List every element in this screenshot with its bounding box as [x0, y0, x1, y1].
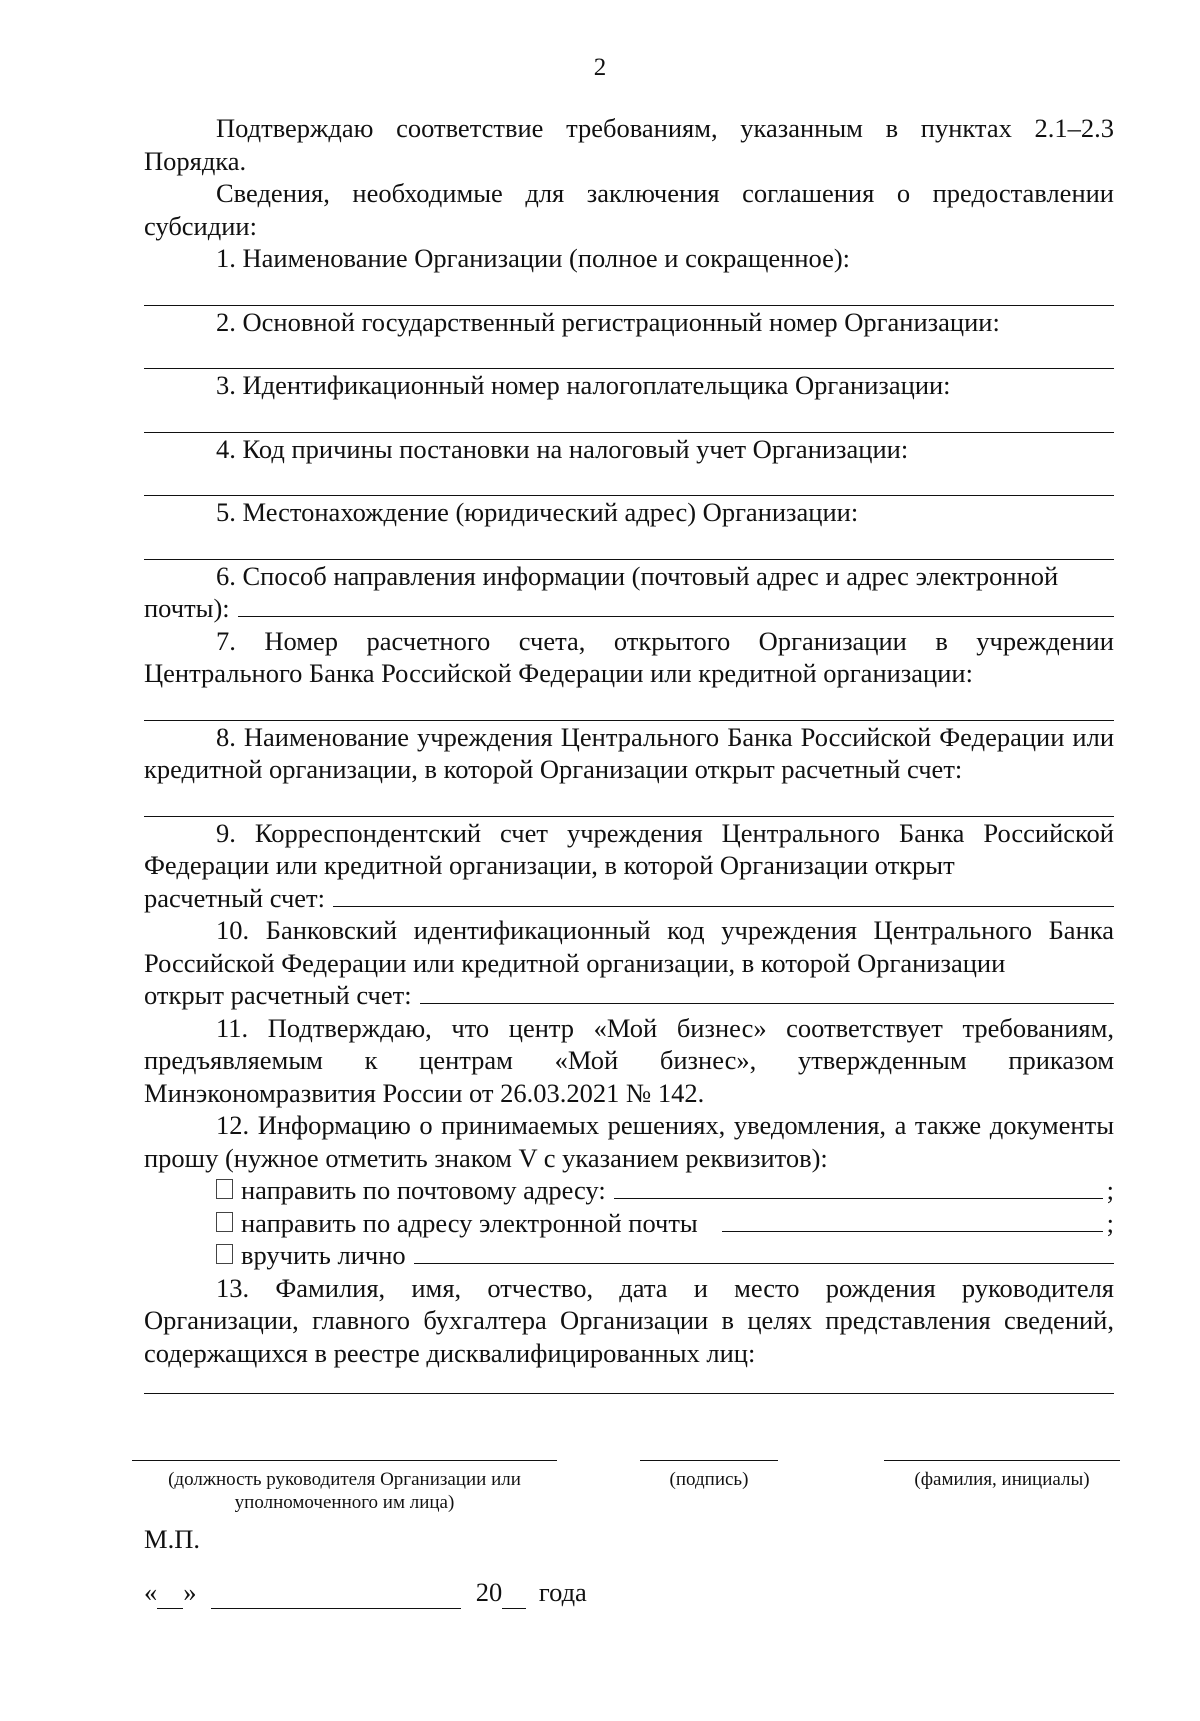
item-6-row	[144, 592, 1114, 625]
form-body	[144, 112, 1114, 1394]
item-11-text: 11. Подтверждаю, что центр «Мой бизнес» соответствует требованиям, предъявляемым к центрам «Мой бизнес», утвержденным приказом Минэкономразвития России от 26.03.2021 № 142.	[144, 1012, 1114, 1108]
position-caption: (должность руководителя Организации или уполномоченного им лица)	[168, 1469, 521, 1513]
option-email-label: направить по адресу электронной почты	[241, 1207, 698, 1238]
date-suffix: года	[538, 1577, 587, 1607]
option-hand-row	[144, 1239, 1114, 1272]
item-10-label: 10. Банковский идентификационный код учреждения Центрального Банка Российской Федерации или кредитной организации, в которой Организации	[144, 915, 1114, 978]
item-7-label: 7. Номер расчетного счета, открытого Организации в учреждении Центрального Банка Российской Федерации или кредитной организации:	[144, 625, 1114, 688]
option-postal-label: направить по почтовому адресу:	[241, 1175, 606, 1205]
item-10-field[interactable]	[420, 981, 1114, 1004]
item-10-row	[144, 979, 1114, 1012]
option-hand-label: вручить лично	[241, 1240, 406, 1270]
date-day-field[interactable]	[157, 1577, 183, 1609]
item-3-field[interactable]	[144, 402, 1114, 433]
email-address-field[interactable]	[722, 1209, 1103, 1232]
name-caption: (фамилия, инициалы)	[914, 1469, 1090, 1490]
page-number: 2	[593, 54, 607, 81]
date-line	[144, 1577, 587, 1609]
position-line[interactable]	[132, 1460, 557, 1461]
hand-delivery-field[interactable]	[414, 1241, 1114, 1264]
item-3-label: 3. Идентификационный номер налогоплательщика Организации:	[216, 370, 951, 400]
item-4-label: 4. Код причины постановки на налоговый учет Организации:	[216, 433, 909, 464]
item-5-label: 5. Местонахождение (юридический адрес) Организации:	[216, 497, 859, 527]
item-8-field[interactable]	[144, 786, 1114, 817]
date-quote-open: «	[144, 1577, 158, 1607]
item-7-field[interactable]	[144, 690, 1114, 721]
checkbox-postal[interactable]	[216, 1179, 233, 1199]
confirm-paragraph: Подтверждаю соответствие требованиям, указанным в пунктах 2.1–2.3 Порядка.	[144, 113, 1114, 176]
signature-line[interactable]	[640, 1460, 778, 1461]
postal-semicolon: ;	[1106, 1175, 1114, 1205]
item-6-label: 6. Способ направления информации (почтовый адрес и адрес электронной	[216, 560, 1059, 591]
date-year-field[interactable]	[502, 1577, 526, 1609]
date-quote-close: »	[183, 1577, 197, 1607]
option-postal-row	[144, 1174, 1114, 1207]
date-month-field[interactable]	[211, 1577, 461, 1609]
checkbox-hand[interactable]	[216, 1244, 233, 1264]
postal-address-field[interactable]	[614, 1176, 1103, 1199]
checkbox-email[interactable]	[216, 1212, 233, 1232]
item-9-row	[144, 882, 1114, 915]
item-10-label-cont: открыт расчетный счет:	[144, 980, 412, 1010]
signature-caption: (подпись)	[669, 1469, 749, 1490]
item-5-field[interactable]	[144, 529, 1114, 560]
item-9-field[interactable]	[333, 884, 1114, 907]
item-9-label-cont: расчетный счет:	[144, 882, 325, 913]
item-2-field[interactable]	[144, 338, 1114, 369]
email-semicolon: ;	[1106, 1207, 1114, 1238]
item-1-field[interactable]	[144, 275, 1114, 306]
item-12-label: 12. Информацию о принимаемых решениях, уведомления, а также документы прошу (нужное отметить знаком V с указанием реквизитов):	[144, 1110, 1114, 1173]
item-8-label: 8. Наименование учреждения Центрального Банка Российской Федерации или кредитной организации, в которой Организации открыт расчетный счет:	[144, 721, 1114, 784]
item-1-label: 1. Наименование Организации (полное и сокращенное):	[216, 243, 851, 273]
date-year-prefix: 20	[475, 1577, 503, 1607]
item-6-field[interactable]	[238, 594, 1114, 617]
stamp-place-label: М.П.	[144, 1524, 200, 1554]
item-4-field[interactable]	[144, 465, 1114, 496]
info-paragraph: Сведения, необходимые для заключения соглашения о предоставлении субсидии:	[144, 178, 1114, 241]
item-2-label: 2. Основной государственный регистрационный номер Организации:	[216, 306, 1000, 337]
item-13-label: 13. Фамилия, имя, отчество, дата и место рождения руководителя Организации, главного бухгалтера Организации в целях представления сведений, содержащихся в реестре дисквалифицированных лиц:	[144, 1272, 1114, 1368]
item-9-label: 9. Корреспондентский счет учреждения Центрального Банка Российской Федерации или кредитной организации, в которой Организации открыт	[144, 817, 1114, 880]
item-6-label-cont: почты):	[144, 593, 230, 623]
option-email-row	[144, 1207, 1114, 1240]
name-line[interactable]	[884, 1460, 1120, 1461]
